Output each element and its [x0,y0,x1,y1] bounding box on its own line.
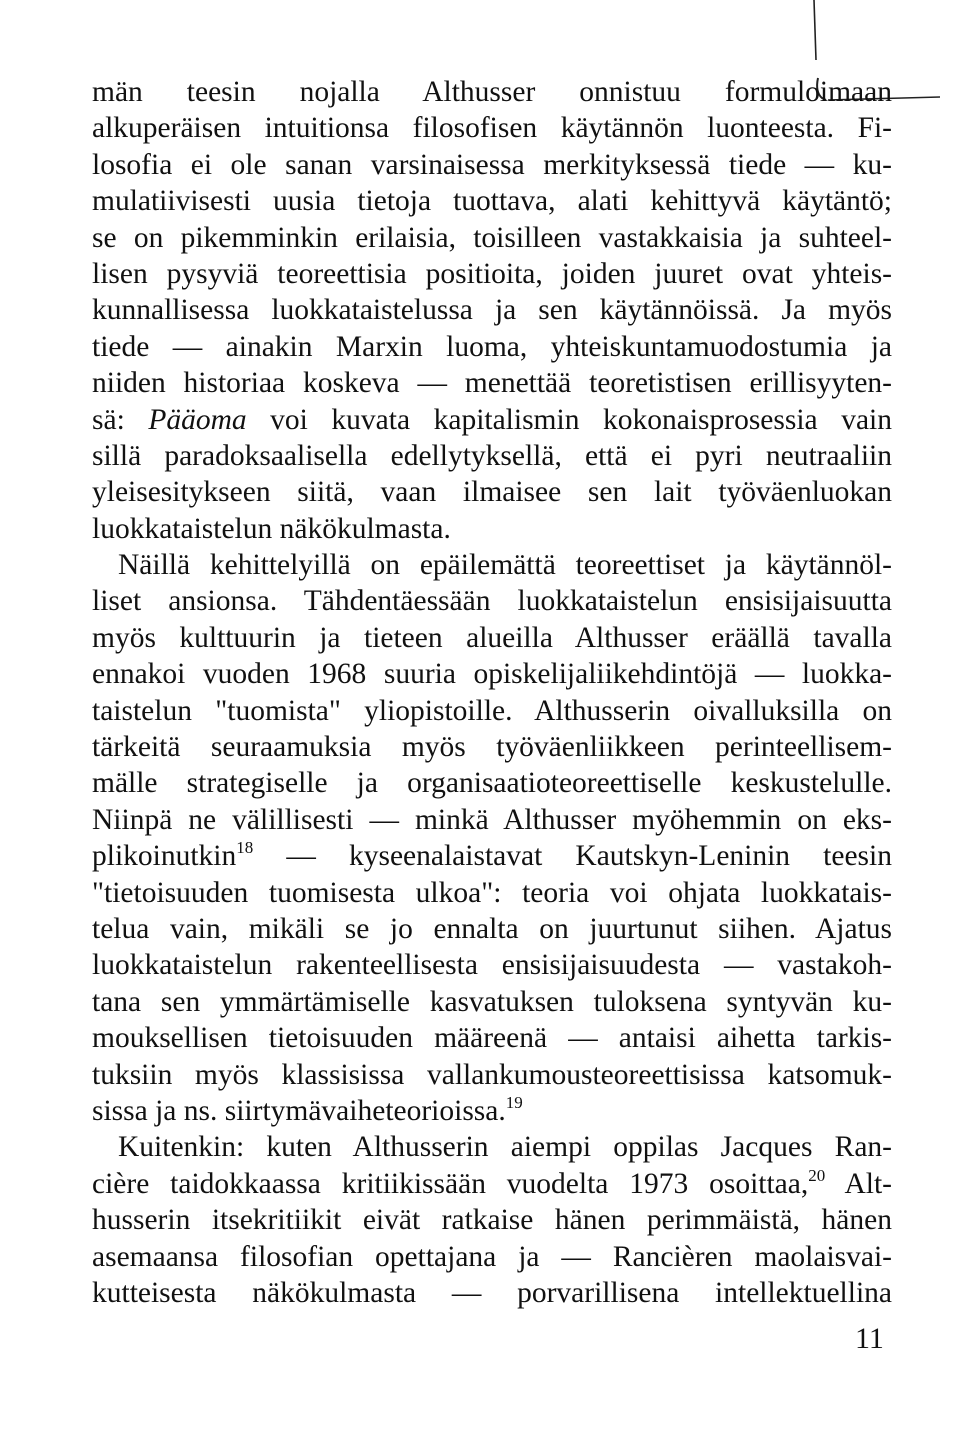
text-line-with-title [92,402,892,438]
text-line-with-footnote [92,1093,892,1129]
text-line: mulatiivisesti uusia tietoja tuottava, alati kehittyvä käytäntö; [92,185,892,218]
text-line: asemaansa filosofian opettajana ja — Rancièren maolaisvai- [92,1240,892,1273]
text-line: "tietoisuuden tuomisesta ulkoa": teoria voi ohjata luokkatais- [92,876,892,909]
text-line: liset ansionsa. Tähdentäessään luokkataistelun ensisijaisuutta [92,585,892,618]
text-fragment: voi kuvata kapitalismin kokonaisprosessia vain [246,403,892,436]
text-line: telua vain, mikäli se jo ennalta on juurtunut siihen. Ajatus [92,912,892,945]
text-fragment: sä: [92,403,149,436]
body-text [92,74,892,1311]
text-line: husserin itsekritiikit eivät ratkaise hänen perimmäistä, hänen [92,1204,892,1237]
text-line: mälle strategiselle ja organisaatioteoreettiselle keskustelulle. [92,767,892,800]
footnote-ref-19: 19 [505,1092,523,1112]
page-number: 11 [855,1322,884,1355]
text-line: taistelun "tuomista" yliopistoille. Althusserin oivalluksilla on [92,694,892,727]
text-fragment: plikoinutkin [92,840,237,873]
footnote-ref-18: 18 [236,838,254,858]
text-line-with-footnote [92,838,892,874]
text-line: niiden historiaa koskeva — menettää teoretistisen erillisyyten- [92,367,892,400]
text-line: luokkataistelun rakenteellisesta ensisijaisuudesta — vastakoh- [92,949,892,982]
text-line: se on pikemminkin erilaisia, toisilleen vastakkaisia ja suhteel- [92,221,892,254]
text-line: tuksiin myös klassisissa vallankumousteoreettisissa katsomuk- [92,1058,892,1091]
text-line: ennakoi vuoden 1968 suuria opiskelijaliikehdintöjä — luokka- [92,658,892,691]
text-line: kutteisesta näkökulmasta — porvarillisena intellektuellina [92,1276,892,1309]
text-line: kunnallisessa luokkataistelussa ja sen käytännöissä. Ja myös [92,294,892,327]
text-fragment: — kyseenalaistavat Kautskyn-Leninin teesin [253,840,892,873]
text-line: män teesin nojalla Althusser onnistuu formuloimaan [92,76,892,108]
text-line: Niinpä ne välillisesti — minkä Althusser myöhemmin on eks- [92,803,892,836]
text-line: lisen pysyviä teoreettisia positioita, joiden juuret ovat yhteis- [92,257,892,290]
text-line: tärkeitä seuraamuksia myös työväenliikkeen perinteellisem- [92,731,892,764]
text-fragment: cière taidokkaassa kritiikissään vuodelta 1973 osoittaa, [92,1167,809,1200]
book-title-paaoma: Pääoma [148,403,247,436]
text-line: sillä paradoksaalisella edellytyksellä, että ei pyri neutraaliin [92,439,892,472]
text-line: Kuitenkin: kuten Althusserin aiempi oppilas Jacques Ran- [118,1131,892,1164]
text-line: luokkataistelun näkökulmasta. [92,512,451,545]
footnote-ref-20: 20 [808,1165,826,1185]
text-line: alkuperäisen intuitionsa filosofisen käytännön luonteesta. Fi- [92,112,892,145]
text-line: tiede — ainakin Marxin luoma, yhteiskuntamuodostumia ja [92,330,892,363]
text-line: Näillä kehittelyillä on epäilemättä teoreettiset ja käytännöl- [118,549,892,582]
text-line: tana sen ymmärtämiselle kasvatuksen tuloksena syntyvän ku- [92,985,892,1018]
text-line-with-footnote [92,1166,892,1202]
text-line: mouksellisen tietoisuuden määreenä — antaisi aihetta tarkis- [92,1022,892,1055]
text-fragment: sissa ja ns. siirtymävaiheteorioissa. [92,1094,506,1127]
text-line: yleisesitykseen siitä, vaan ilmaisee sen lait työväenluokan [92,476,892,509]
text-fragment: Alt- [825,1167,892,1200]
text-line: myös kulttuurin ja tieteen alueilla Althusser eräällä tavalla [92,621,892,654]
text-line: losofia ei ole sanan varsinaisessa merkityksessä tiede — ku- [92,148,892,181]
